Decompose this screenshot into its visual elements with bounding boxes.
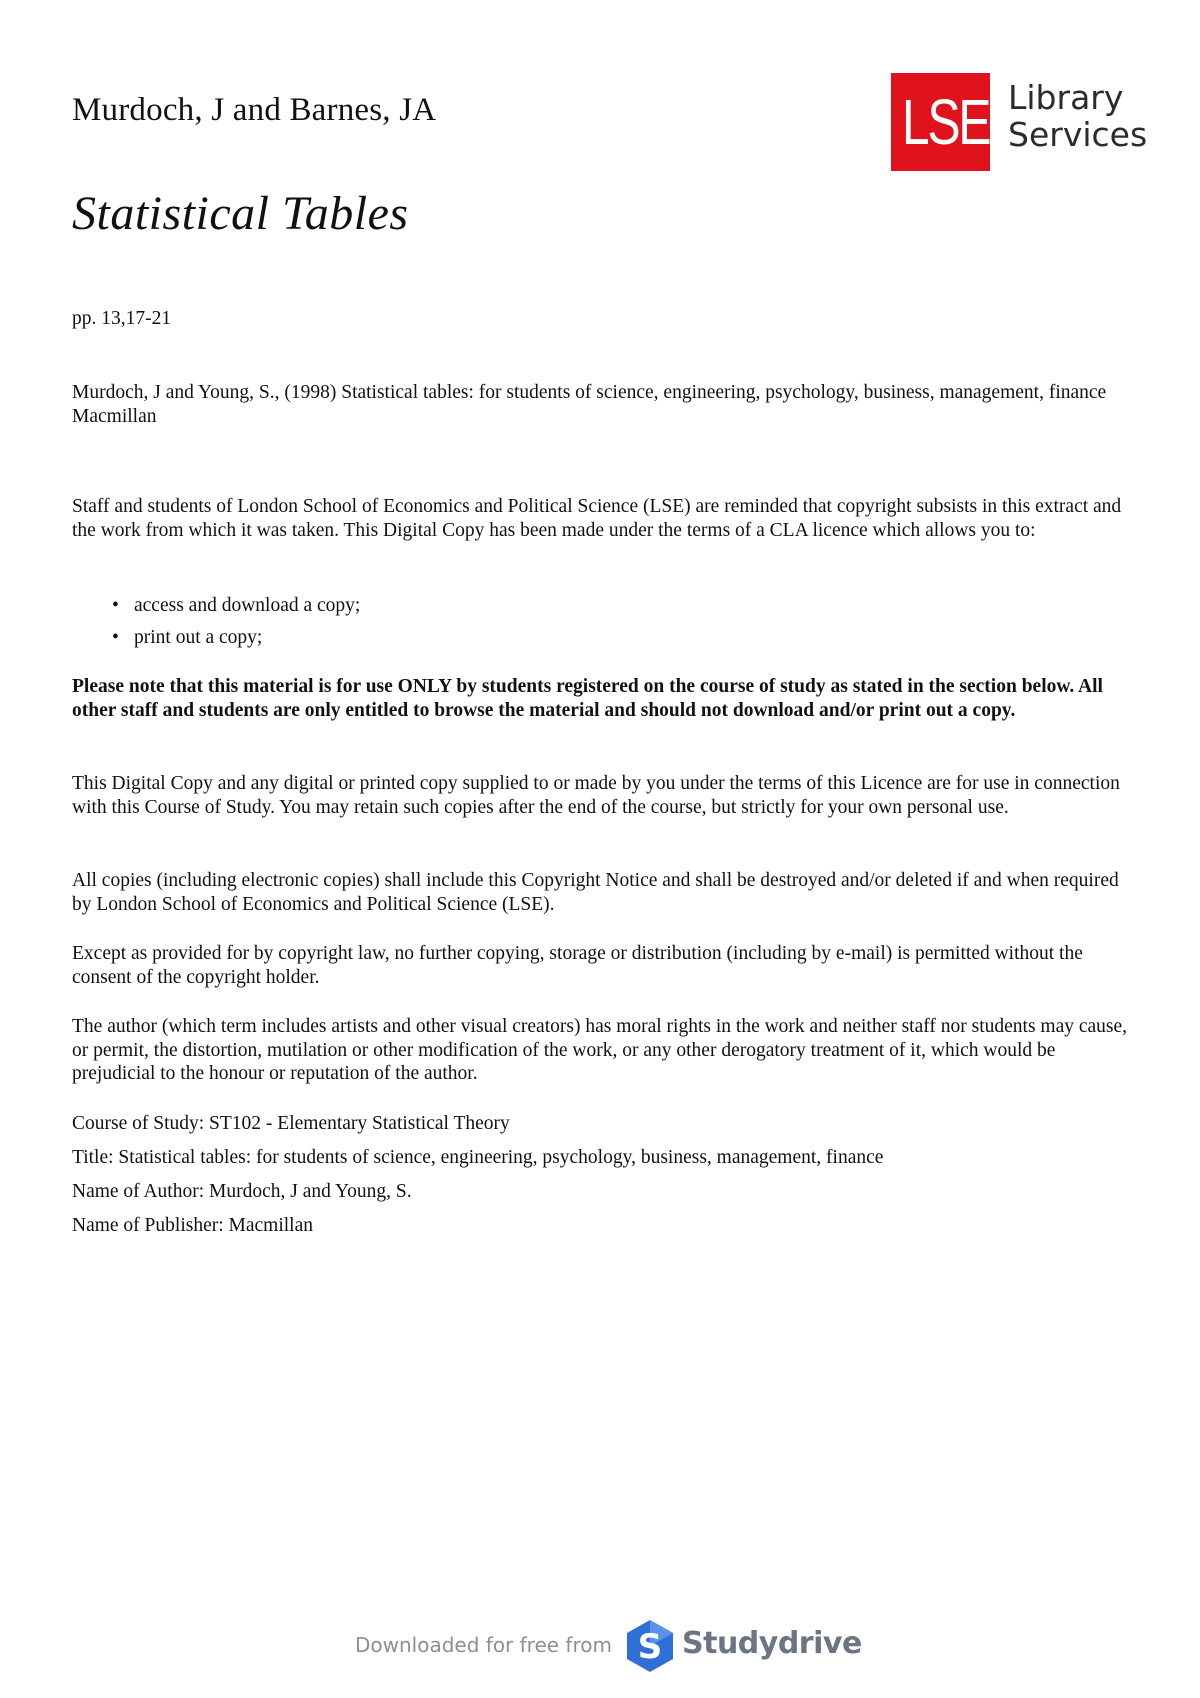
document-title: Statistical Tables bbox=[72, 187, 409, 240]
studydrive-s-icon bbox=[622, 1618, 678, 1674]
studydrive-brand[interactable]: Studydrive bbox=[682, 1626, 862, 1661]
course-of-study: Course of Study: ST102 - Elementary Statistical Theory bbox=[72, 1113, 510, 1134]
citation: Murdoch, J and Young, S., (1998) Statistical tables: for students of science, engineering, psychology, business, management, finance Macmillan bbox=[72, 382, 1107, 427]
list-item: • access and download a copy; bbox=[112, 594, 360, 626]
usage-restriction-note: Please note that this material is for use ONLY by students registered on the course of study as stated in the section below. All other staff and students are only entitled to browse the material and should not download and/or print out a copy. bbox=[72, 676, 1103, 721]
logo-line-library: Library bbox=[1008, 78, 1124, 117]
list-item: • print out a copy; bbox=[112, 626, 360, 658]
notice-paragraph-2: All copies (including electronic copies) shall include this Copyright Notice and shall be destroyed and/or deleted if and when required by London School of Economics and Political Science (LSE). bbox=[72, 870, 1119, 915]
lse-logo-box bbox=[891, 73, 990, 171]
author-name: Name of Author: Murdoch, J and Young, S. bbox=[72, 1181, 412, 1202]
svg-text:S: S bbox=[637, 1627, 663, 1667]
page-range: pp. 13,17-21 bbox=[72, 308, 172, 329]
logo-line-services: Services bbox=[1008, 115, 1148, 154]
library-services-label bbox=[1008, 79, 1147, 153]
permissions-list bbox=[112, 594, 360, 658]
lse-library-logo bbox=[891, 73, 1148, 171]
authors: Murdoch, J and Barnes, JA bbox=[72, 92, 437, 128]
footer-text: Downloaded for free from bbox=[355, 1633, 612, 1657]
notice-paragraph-1: This Digital Copy and any digital or printed copy supplied to or made by you under the terms of this Licence are for use in connection with this Course of Study. You may retain such copies after the end of the course, but strictly for your own personal use. bbox=[72, 773, 1120, 818]
download-footer bbox=[355, 1616, 862, 1678]
notice-intro: Staff and students of London School of Economics and Political Science (LSE) are reminded that copyright subsists in this extract and the work from which it was taken. This Digital Copy has been made under the terms of a CLA licence which allows you to: bbox=[72, 496, 1122, 541]
notice-paragraph-3: Except as provided for by copyright law, no further copying, storage or distribution (including by e-mail) is permitted without the consent of the copyright holder. bbox=[72, 943, 1083, 988]
publisher-name: Name of Publisher: Macmillan bbox=[72, 1215, 313, 1236]
notice-paragraph-4: The author (which term includes artists and other visual creators) has moral rights in the work and neither staff nor students may cause, or permit, the distortion, mutilation or other modification of the work, or any other derogatory treatment of it, which would be prejudicial to the honour or reputation of the author. bbox=[72, 1016, 1128, 1084]
work-title: Title: Statistical tables: for students of science, engineering, psychology, business, management, finance bbox=[72, 1147, 884, 1168]
lse-logo-text: LSE bbox=[901, 86, 990, 158]
